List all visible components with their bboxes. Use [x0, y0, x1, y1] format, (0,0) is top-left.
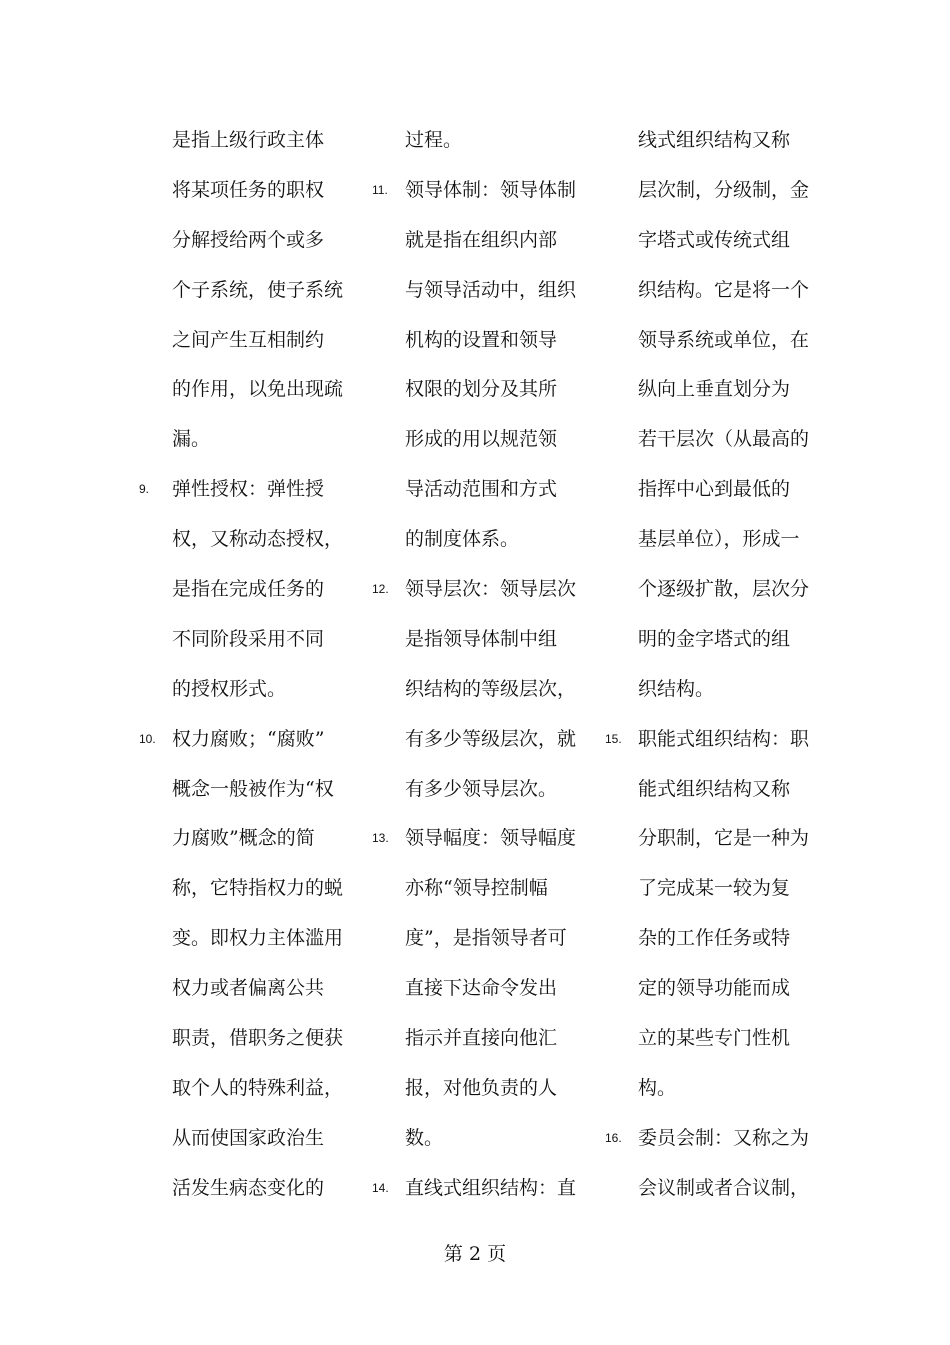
line-text: 构。 [638, 1076, 677, 1099]
line-text: 的授权形式。 [172, 677, 287, 700]
line-text: 基层单位），形成一 [638, 528, 800, 551]
text-line [172, 515, 362, 565]
text-line [638, 914, 828, 964]
line-text: 指挥中心到最低的 [638, 478, 791, 501]
text-line [172, 316, 362, 366]
text-line [172, 166, 362, 216]
text-line [172, 914, 362, 964]
text-line [172, 216, 362, 266]
line-text: 活发生病态变化的 [172, 1176, 325, 1199]
text-line [172, 814, 362, 864]
text-line [405, 365, 595, 415]
text-line [172, 266, 362, 316]
line-text: 亦称“领导控制幅 [405, 877, 548, 900]
text-line [638, 515, 828, 565]
line-text: 线式组织结构又称 [638, 129, 791, 151]
text-line [172, 665, 362, 715]
list-item-start [605, 1114, 828, 1164]
text-line [405, 665, 595, 715]
text-line [172, 365, 362, 415]
line-text: 变。即权力主体滥用 [172, 927, 344, 950]
line-text: 织结构。它是将一个 [638, 278, 810, 301]
line-text: 分解授给两个或多 [172, 228, 325, 251]
text-line [405, 615, 595, 665]
text-line [405, 914, 595, 964]
text-line [405, 765, 595, 815]
line-text: 就是指在组织内部 [405, 228, 558, 251]
line-text: 分职制，它是一种为 [638, 827, 810, 850]
line-text: 立的某些专门性机 [638, 1027, 791, 1050]
line-text: 之间产生互相制约 [172, 328, 325, 351]
line-text: 会议制或者合议制， [638, 1176, 810, 1199]
line-text: 是指在完成任务的 [172, 578, 325, 601]
list-item-start [372, 166, 595, 216]
text-line [638, 166, 828, 216]
line-text: 明的金字塔式的组 [638, 627, 791, 650]
line-text: 杂的工作任务或特 [638, 927, 791, 950]
text-line [172, 964, 362, 1014]
line-text: 漏。 [172, 428, 211, 451]
list-item-start [605, 715, 828, 765]
line-text: 若干层次（从最高的 [638, 428, 810, 451]
text-line [172, 1164, 362, 1214]
line-text: 领导层次：领导层次 [405, 578, 577, 601]
text-line [405, 316, 595, 366]
text-line [405, 1114, 595, 1164]
line-text: 直线式组织结构：直 [405, 1176, 577, 1199]
text-line [405, 216, 595, 266]
item-number: 14. [372, 1180, 389, 1195]
line-text: 个子系统，使子系统 [172, 278, 344, 301]
line-text: 数。 [405, 1126, 444, 1149]
line-text: 领导幅度：领导幅度 [405, 827, 577, 850]
text-line [638, 765, 828, 815]
text-line [638, 665, 828, 715]
line-text: 能式组织结构又称 [638, 777, 791, 800]
line-text: 有多少领导层次。 [405, 777, 558, 800]
line-text: 字塔式或传统式组 [638, 228, 791, 251]
text-line [638, 216, 828, 266]
text-line [172, 415, 362, 465]
line-text: 职责，借职务之便获 [172, 1027, 344, 1050]
text-column-1 [139, 116, 362, 1214]
text-line [405, 964, 595, 1014]
line-text: 的作用，以免出现疏 [172, 378, 344, 401]
list-item-start [139, 715, 362, 765]
item-number: 12. [372, 582, 389, 597]
line-text: 委员会制：又称之为 [638, 1126, 810, 1149]
line-text: 个逐级扩散，层次分 [638, 578, 810, 601]
line-text: 概念一般被作为“权 [172, 777, 334, 800]
line-text: 是指领导体制中组 [405, 627, 558, 650]
text-line [405, 864, 595, 914]
line-text: 了完成某一较为复 [638, 877, 791, 900]
text-line [405, 515, 595, 565]
list-item-start [372, 814, 595, 864]
text-line [172, 1114, 362, 1164]
line-text: 从而使国家政治生 [172, 1126, 325, 1149]
text-line [638, 316, 828, 366]
line-text: 权力腐败；“腐败” [172, 727, 325, 750]
text-line [638, 365, 828, 415]
line-text: 织结构的等级层次， [405, 677, 577, 700]
line-text: 权力或者偏离公共 [172, 977, 325, 1000]
line-text: 导活动范围和方式 [405, 478, 558, 501]
line-text: 取个人的特殊利益， [172, 1076, 344, 1099]
list-item-start [372, 1164, 595, 1214]
text-line [172, 765, 362, 815]
text-line [638, 814, 828, 864]
line-text: 报，对他负责的人 [405, 1076, 558, 1099]
text-line [638, 116, 828, 166]
text-line [172, 1014, 362, 1064]
text-line [172, 615, 362, 665]
text-line [638, 1064, 828, 1114]
line-text: 权限的划分及其所 [405, 378, 558, 401]
text-line [638, 266, 828, 316]
line-text: 指示并直接向他汇 [405, 1027, 558, 1050]
text-line [638, 615, 828, 665]
item-number: 15. [605, 731, 622, 746]
text-line [172, 1064, 362, 1114]
line-text: 定的领导功能而成 [638, 977, 791, 1000]
line-text: 权，又称动态授权， [172, 528, 344, 551]
item-number: 11. [372, 182, 388, 197]
text-line [405, 266, 595, 316]
text-line [638, 1164, 828, 1214]
text-line [405, 1014, 595, 1064]
list-item-start [372, 565, 595, 615]
line-text: 弹性授权：弹性授 [172, 478, 325, 501]
text-line [172, 864, 362, 914]
line-text: 职能式组织结构：职 [638, 727, 810, 750]
line-text: 力腐败”概念的简 [172, 827, 315, 850]
text-line [638, 1014, 828, 1064]
line-text: 直接下达命令发出 [405, 977, 558, 1000]
line-text: 过程。 [405, 129, 463, 151]
text-column-2 [372, 116, 595, 1214]
text-line [405, 465, 595, 515]
line-text: 不同阶段采用不同 [172, 627, 325, 650]
text-line [638, 964, 828, 1014]
text-line [638, 465, 828, 515]
text-line [405, 415, 595, 465]
list-item-start [139, 465, 362, 515]
item-number: 9. [139, 482, 150, 497]
line-text: 层次制，分级制，金 [638, 178, 810, 201]
line-text: 与领导活动中，组织 [405, 278, 577, 301]
text-line [638, 864, 828, 914]
line-text: 将某项任务的职权 [172, 178, 325, 201]
text-line [638, 565, 828, 615]
line-text: 纵向上垂直划分为 [638, 378, 791, 401]
line-text: 形成的用以规范领 [405, 428, 558, 451]
text-line [405, 715, 595, 765]
text-line [638, 415, 828, 465]
line-text: 的制度体系。 [405, 528, 520, 551]
line-text: 称，它特指权力的蜕 [172, 877, 344, 900]
line-text: 有多少等级层次，就 [405, 727, 577, 750]
line-text: 机构的设置和领导 [405, 328, 558, 351]
line-text: 是指上级行政主体 [172, 129, 325, 151]
line-text: 领导系统或单位，在 [638, 328, 810, 351]
line-text: 领导体制：领导体制 [405, 178, 577, 201]
line-text: 度”，是指领导者可 [405, 927, 567, 950]
page-number-footer: 第 2 页 [443, 1243, 507, 1265]
text-line [172, 565, 362, 615]
item-number: 13. [372, 831, 389, 846]
text-line [405, 1064, 595, 1114]
item-number: 16. [605, 1130, 622, 1145]
text-line [172, 116, 362, 166]
text-line [405, 116, 595, 166]
item-number: 10. [139, 731, 156, 746]
line-text: 织结构。 [638, 677, 715, 700]
text-column-3 [605, 116, 828, 1214]
